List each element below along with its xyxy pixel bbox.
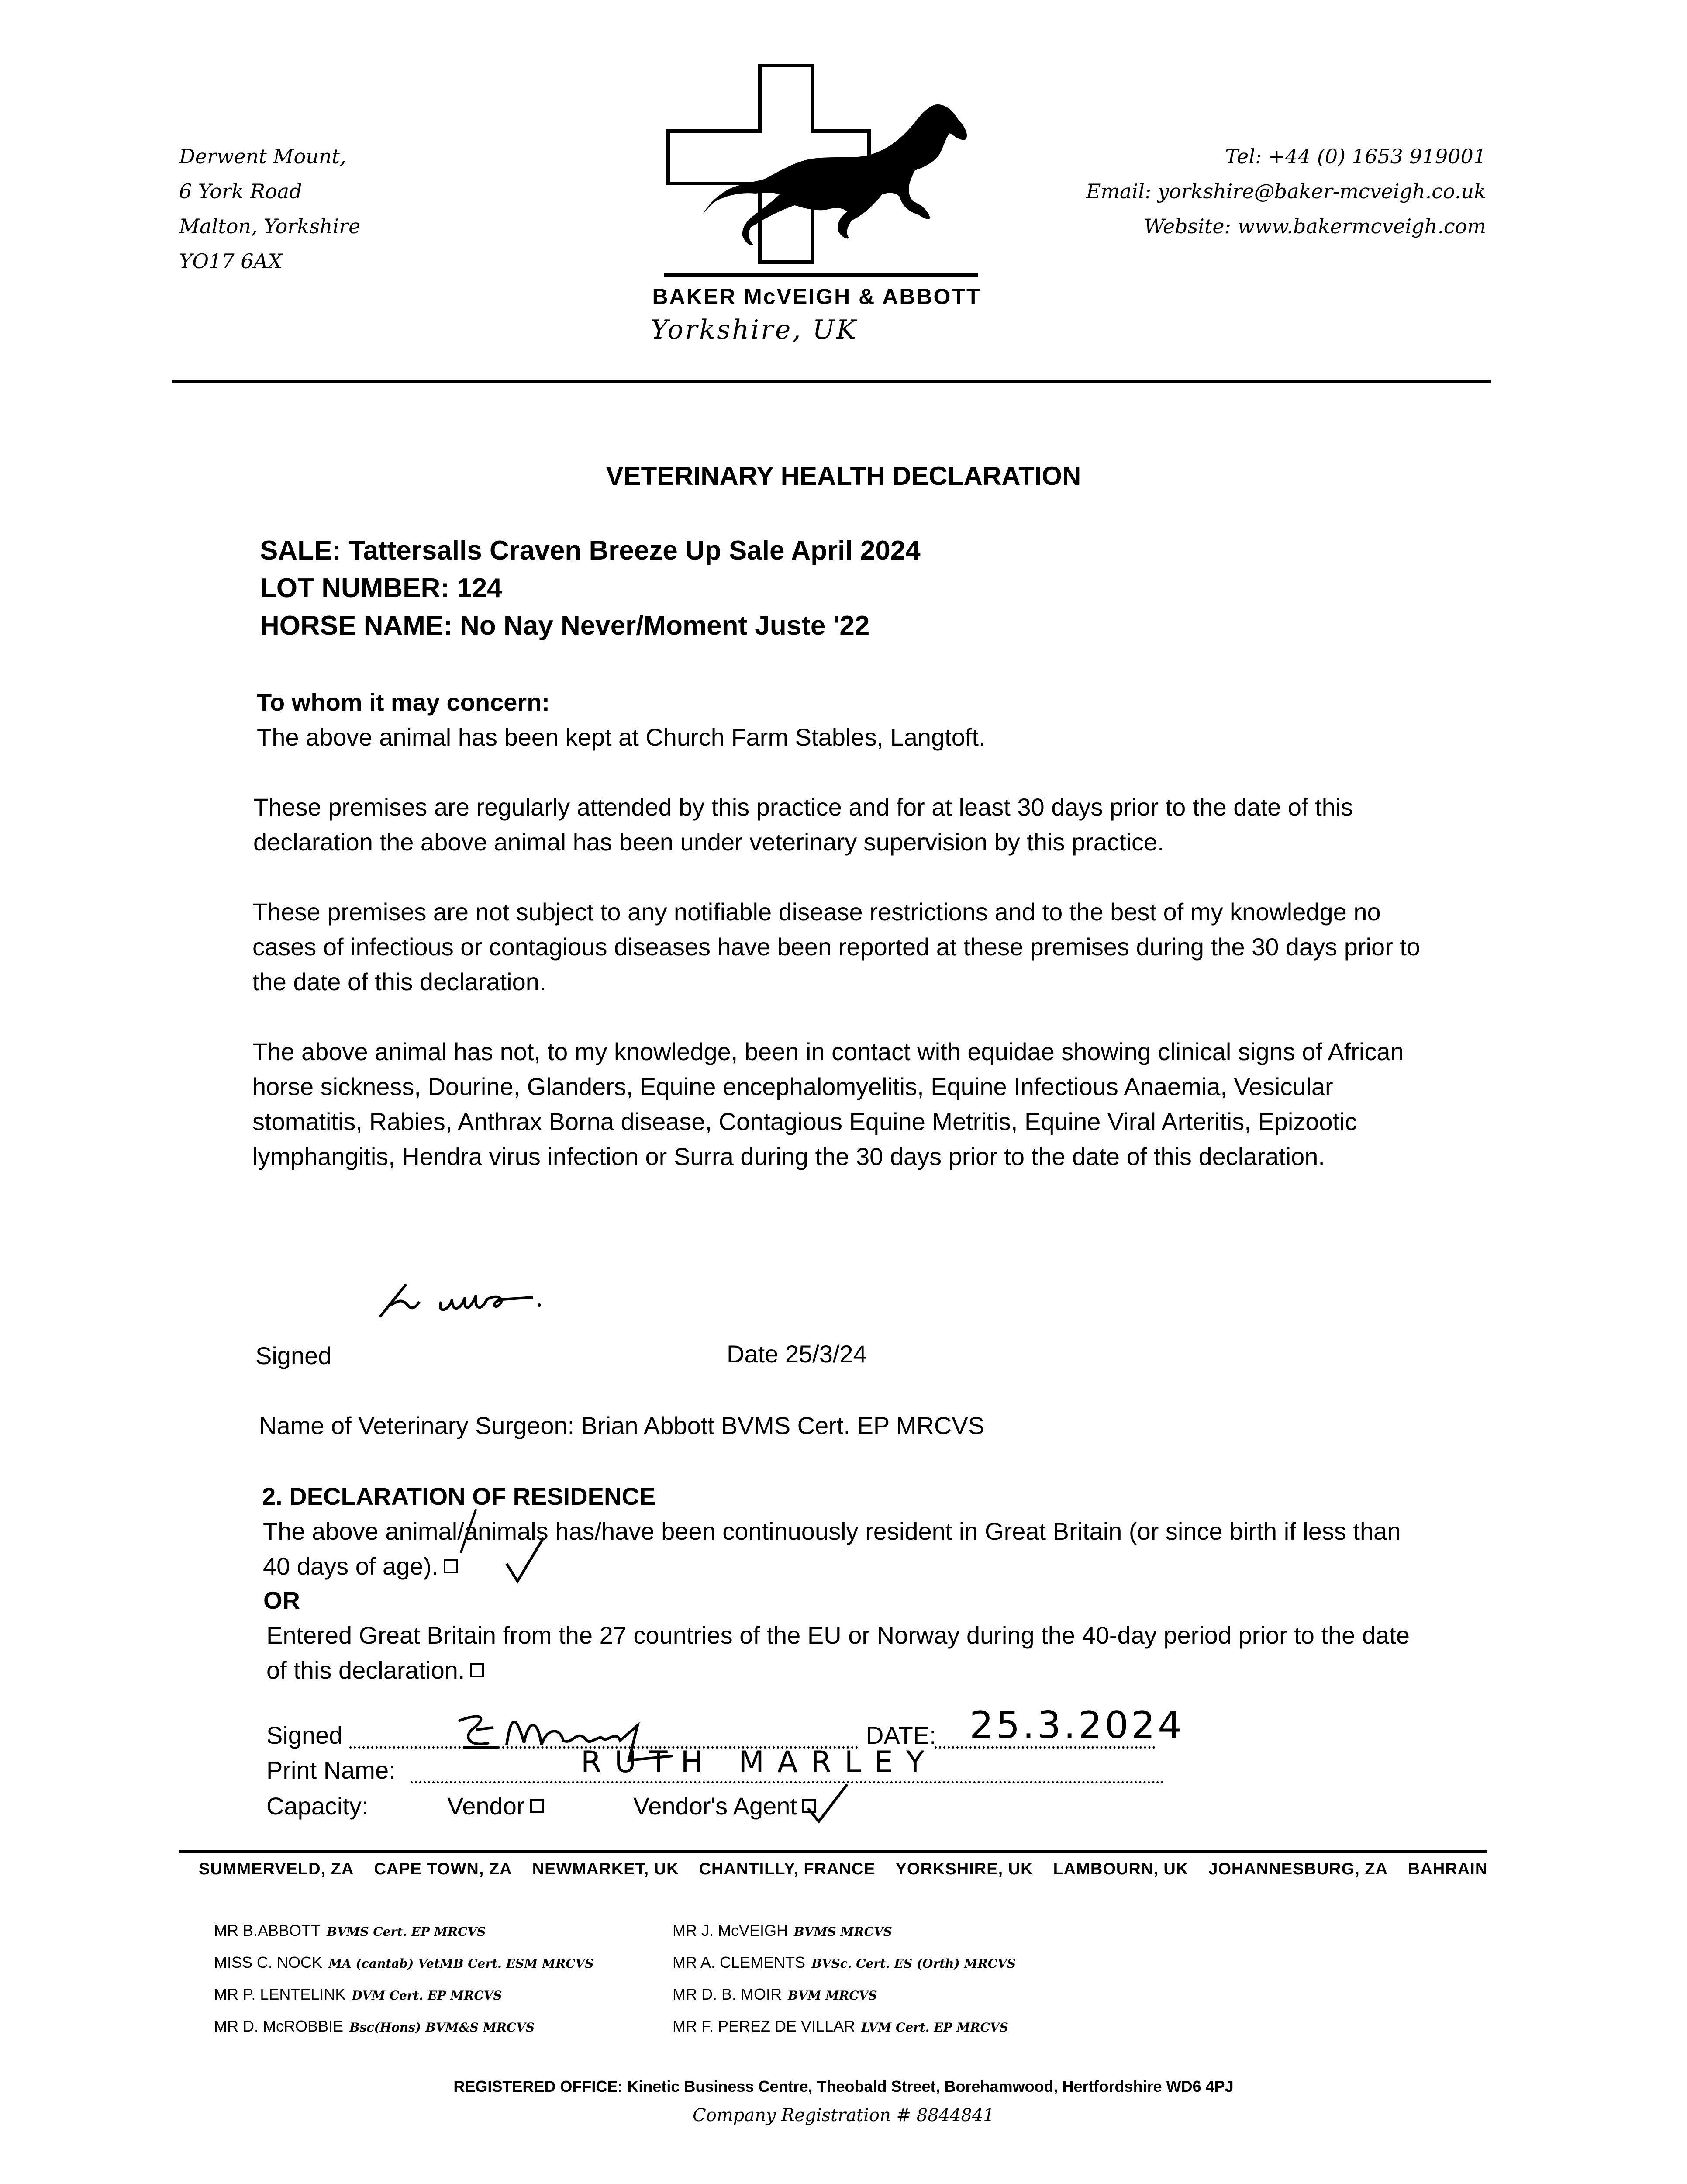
- website-link[interactable]: Website: www.bakermcveigh.com: [1144, 214, 1486, 238]
- office-location: NEWMARKET, UK: [532, 1860, 679, 1878]
- email-link[interactable]: Email: yorkshire@baker-mcveigh.co.uk: [1086, 180, 1486, 203]
- capacity-label: Capacity:: [266, 1792, 369, 1820]
- print-name-label: Print Name:: [266, 1756, 396, 1784]
- partner-name: MR P. LENTELINK: [214, 1985, 346, 2003]
- partner-qualifications: BVMS Cert. EP MRCVS: [327, 1925, 486, 1939]
- practice-contact: [1086, 139, 1486, 244]
- residence-heading: 2. DECLARATION OF RESIDENCE: [262, 1482, 656, 1510]
- horse-name-line: HORSE NAME: No Nay Never/Moment Juste '22: [260, 611, 870, 641]
- firm-location: Yorkshire, UK: [651, 314, 858, 345]
- partner-qualifications: BVSc. Cert. ES (Orth) MRCVS: [811, 1956, 1016, 1971]
- vendor-label: Vendor: [447, 1792, 525, 1820]
- residence-date-value: 25.3.2024: [969, 1704, 1184, 1747]
- footer-divider: [179, 1850, 1487, 1853]
- partner-name: MISS C. NOCK: [214, 1953, 323, 1971]
- document-title: VETERINARY HEALTH DECLARATION: [606, 461, 1081, 491]
- practice-address: [179, 139, 360, 279]
- print-name-line[interactable]: [411, 1781, 1164, 1783]
- address-line: 6 York Road: [179, 180, 302, 203]
- partner-entry: [673, 2011, 1016, 2043]
- partner-qualifications: BVM MRCVS: [788, 1988, 877, 2003]
- salutation: To whom it may concern:: [257, 688, 550, 716]
- residence-option-uk-text: The above animal/animals has/have been continuously resident in Great Britain (or since birth if less than 40 days of age).: [263, 1517, 1401, 1580]
- office-locations: [199, 1860, 1487, 1879]
- office-location: CHANTILLY, FRANCE: [699, 1860, 876, 1878]
- office-location: LAMBOURN, UK: [1053, 1860, 1189, 1878]
- partner-name: MR D. McROBBIE: [214, 2017, 344, 2035]
- partners-left-column: [214, 1915, 593, 2043]
- residence-option-uk: [263, 1514, 1433, 1584]
- partner-name: MR D. B. MOIR: [673, 1985, 782, 2003]
- vendor-agent-option: [633, 1789, 816, 1824]
- partners-right-column: [673, 1915, 1016, 2043]
- entered-gb-checkbox[interactable]: [470, 1663, 484, 1677]
- lot-number-line: LOT NUMBER: 124: [260, 573, 502, 603]
- office-location: CAPE TOWN, ZA: [374, 1860, 512, 1878]
- partner-qualifications: MA (cantab) VetMB Cert. ESM MRCVS: [328, 1956, 594, 1971]
- partner-name: MR J. McVEIGH: [673, 1921, 788, 1939]
- print-name-value: RUTH MARLEY: [581, 1745, 938, 1780]
- horse-cross-logo: [664, 61, 978, 280]
- strikethrough-mark: [452, 1505, 487, 1557]
- header-divider: [172, 380, 1491, 383]
- vendor-option: [447, 1789, 544, 1824]
- residence-signed-label: Signed: [266, 1721, 343, 1749]
- partner-name: MR A. CLEMENTS: [673, 1953, 806, 1971]
- checkmark-icon: [804, 1778, 852, 1826]
- partner-entry: [673, 1947, 1016, 1979]
- vet-signature: [376, 1275, 550, 1324]
- kept-at-statement: The above animal has been kept at Church Farm Stables, Langtoft.: [257, 723, 986, 751]
- partner-entry: [214, 1915, 593, 1947]
- supervision-paragraph: These premises are regularly attended by this practice and for at least 30 days prior to the date of this declaration the above animal has been under veterinary supervision by this practice.: [253, 793, 1353, 856]
- residence-date-label: DATE:: [866, 1721, 936, 1749]
- vet-signed-label: Signed: [255, 1342, 332, 1369]
- resident-gb-checkbox[interactable]: [444, 1559, 458, 1573]
- company-registration: Company Registration # 8844841: [693, 2105, 994, 2125]
- partner-entry: [214, 1947, 593, 1979]
- office-location: YORKSHIRE, UK: [895, 1860, 1033, 1878]
- partner-qualifications: DVM Cert. EP MRCVS: [352, 1988, 502, 2003]
- partner-entry: [214, 2011, 593, 2043]
- office-location: SUMMERVELD, ZA: [199, 1860, 354, 1878]
- registered-office: REGISTERED OFFICE: Kinetic Business Centre, Theobald Street, Borehamwood, Hertfordshire WD6 4PJ: [453, 2077, 1234, 2095]
- partner-name: MR B.ABBOTT: [214, 1921, 321, 1939]
- vendor-checkbox[interactable]: [530, 1799, 544, 1813]
- residence-option-eu-text: Entered Great Britain from the 27 countries of the EU or Norway during the 40-day period prior to the date of this declaration.: [266, 1621, 1410, 1684]
- partner-qualifications: BVMS MRCVS: [794, 1925, 892, 1939]
- sale-line: SALE: Tattersalls Craven Breeze Up Sale April 2024: [260, 536, 921, 566]
- address-line: Malton, Yorkshire: [179, 214, 361, 238]
- partner-name: MR F. PEREZ DE VILLAR: [673, 2017, 856, 2035]
- address-line: YO17 6AX: [179, 249, 283, 273]
- partner-qualifications: Bsc(Hons) BVM&S MRCVS: [349, 2020, 535, 2035]
- partner-qualifications: LVM Cert. EP MRCVS: [861, 2020, 1008, 2035]
- disease-contact-paragraph: The above animal has not, to my knowledge, been in contact with equidae showing clinical signs of African horse sickness, Dourine, Glanders, Equine encephalomyelitis, Equine Infectious Anaemia, Vesicular stomatitis, Rabies, Anthrax Borna disease, Contagious Equine Metritis, Equine Viral Arteritis, Epizootic lymphangitis, Hendra virus infection or Surra during the 30 days prior to the date of this declaration.: [252, 1038, 1404, 1170]
- veterinary-surgeon-name: Name of Veterinary Surgeon: Brian Abbott BVMS Cert. EP MRCVS: [259, 1412, 985, 1439]
- checkmark-icon: [500, 1533, 548, 1590]
- or-label: OR: [263, 1586, 300, 1614]
- office-location: JOHANNESBURG, ZA: [1208, 1860, 1388, 1878]
- partner-entry: [673, 1915, 1016, 1947]
- office-location: BAHRAIN: [1408, 1860, 1488, 1878]
- telephone: Tel: +44 (0) 1653 919001: [1225, 145, 1486, 168]
- vendor-agent-label: Vendor's Agent: [633, 1792, 797, 1820]
- firm-name: BAKER McVEIGH & ABBOTT: [652, 284, 981, 309]
- partner-entry: [673, 1979, 1016, 2011]
- vet-signature-date: Date 25/3/24: [727, 1340, 867, 1368]
- address-line: Derwent Mount,: [179, 145, 346, 168]
- premises-paragraph: These premises are not subject to any notifiable disease restrictions and to the best of my knowledge no cases of infectious or contagious diseases have been reported at these premises during the 30 days prior to the date of this declaration.: [252, 898, 1421, 995]
- partner-entry: [214, 1979, 593, 2011]
- residence-option-eu: [266, 1618, 1437, 1688]
